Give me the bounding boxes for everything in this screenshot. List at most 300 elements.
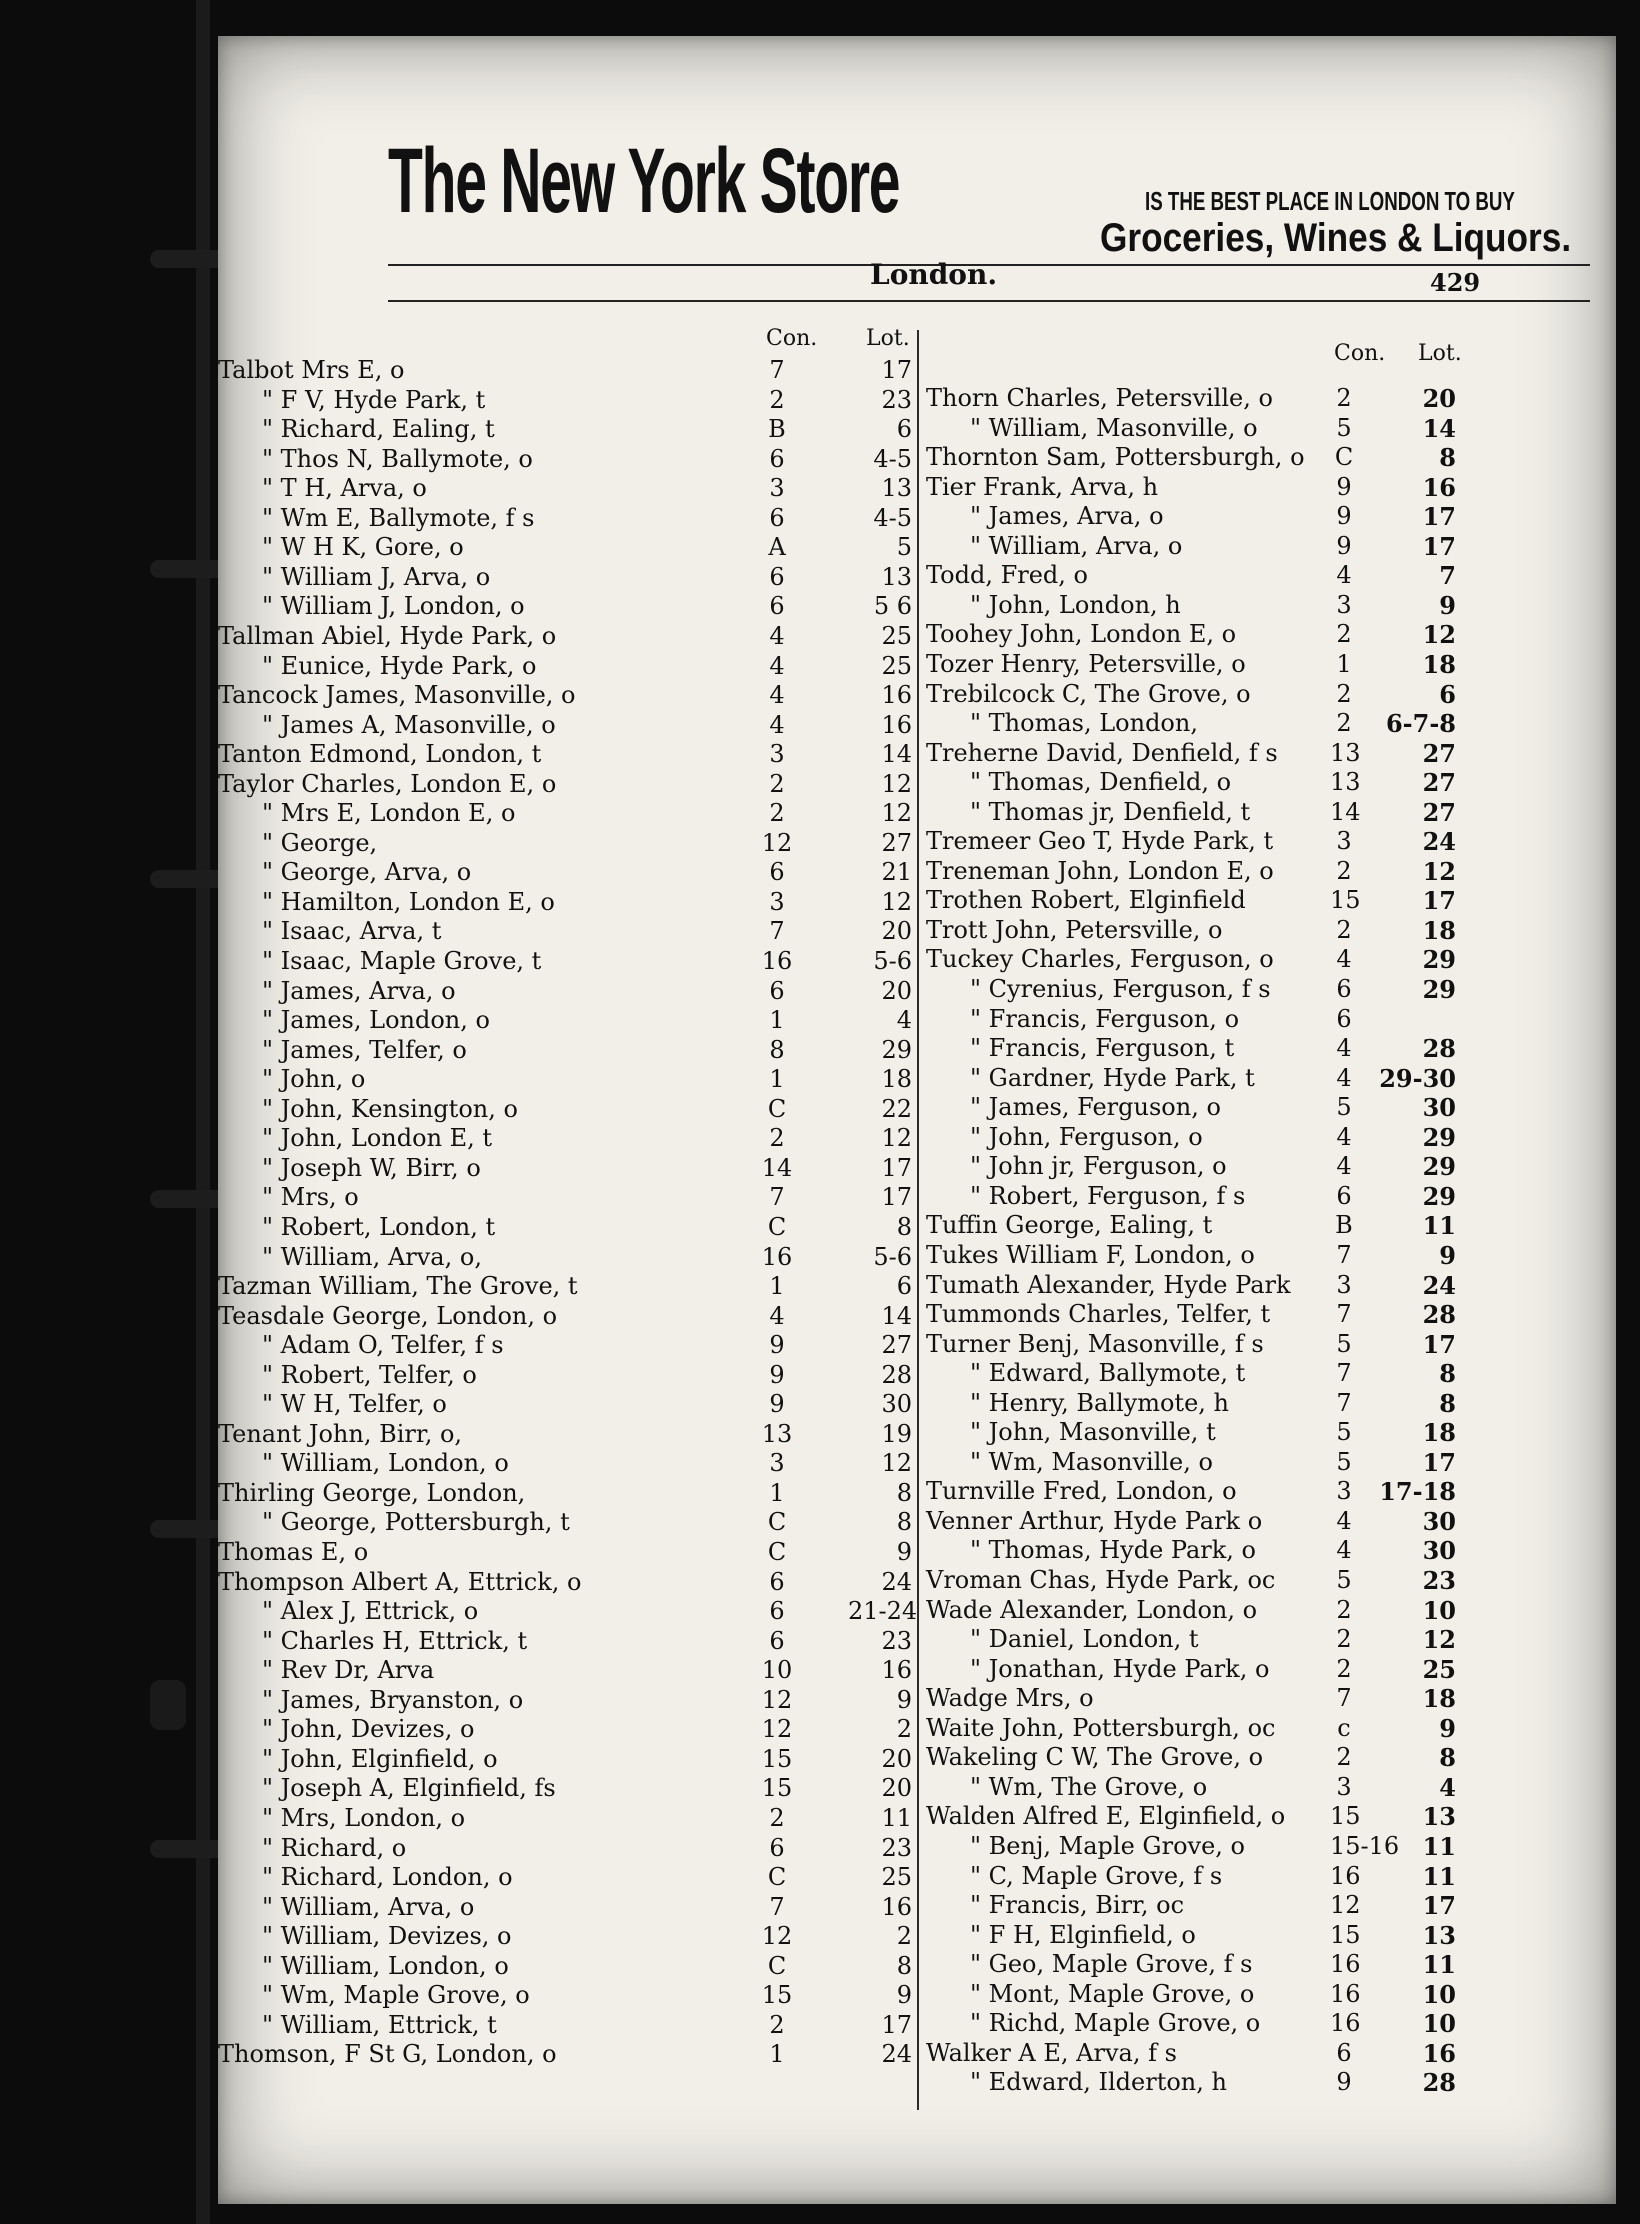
entry-name: " Eunice, Hyde Park, o	[262, 651, 537, 680]
entry-name: Tremeer Geo T, Hyde Park, t	[926, 827, 1274, 856]
entry-name: " Francis, Birr, oc	[970, 1891, 1185, 1920]
entry-concession: 2	[1336, 1625, 1352, 1654]
entry-name: " Wm, Maple Grove, o	[262, 1981, 530, 2010]
entry-lot: 27	[1422, 768, 1456, 798]
entry-concession: 7	[769, 1892, 785, 1921]
directory-entry	[218, 1625, 1616, 1654]
directory-entry	[218, 2009, 1616, 2038]
directory-entry	[218, 1802, 1616, 1831]
entry-concession: 12	[1330, 1891, 1361, 1920]
entry-concession: 14	[761, 1153, 793, 1182]
entry-concession: 6	[769, 503, 785, 532]
running-head: London.	[870, 258, 998, 291]
entry-lot: 18	[881, 1065, 912, 1094]
entry-name: Talbot Mrs E, o	[218, 356, 405, 384]
entry-name: " John, Ferguson, o	[970, 1122, 1203, 1151]
entry-lot: 27	[881, 1331, 912, 1360]
entry-name: Trothen Robert, Elginfield	[926, 886, 1246, 915]
entry-concession: 4	[1336, 1063, 1352, 1092]
entry-lot: 29	[1422, 1122, 1456, 1152]
directory-entry	[218, 1743, 1616, 1772]
entry-name: Vroman Chas, Hyde Park, oc	[926, 1566, 1276, 1594]
entry-concession: 5	[1336, 1329, 1352, 1358]
entry-lot: 6-7-8	[1385, 709, 1456, 739]
entry-lot: 11	[1422, 1211, 1456, 1241]
entry-lot: 17	[1422, 502, 1456, 532]
entry-concession: 16	[1330, 1950, 1361, 1979]
entry-lot: 11	[1422, 1831, 1456, 1861]
entry-concession: 2	[1336, 709, 1352, 738]
entry-concession: 12	[761, 1715, 793, 1744]
directory-entry	[218, 443, 1616, 472]
entry-name: Tazman William, The Grove, t	[218, 1272, 578, 1301]
entry-name: " William, Devizes, o	[262, 1922, 512, 1951]
entry-lot: 17-18	[1379, 1477, 1456, 1507]
entry-concession: 6	[769, 562, 785, 591]
entry-concession: 9	[769, 1331, 785, 1360]
entry-name: " John jr, Ferguson, o	[970, 1152, 1227, 1181]
entry-lot: 18	[1422, 649, 1456, 679]
entry-concession: 7	[769, 1183, 785, 1212]
entry-lot: 24	[1422, 1270, 1456, 1300]
entry-lot: 13	[1422, 1920, 1456, 1950]
entry-concession: 9	[1336, 502, 1352, 531]
entry-name: Turnville Fred, London, o	[926, 1477, 1237, 1506]
entry-concession: 1	[769, 1272, 785, 1301]
entry-lot: 14	[1422, 413, 1456, 443]
entry-lot: 20	[881, 1774, 912, 1803]
directory-entry	[218, 975, 1616, 1004]
directory-entry	[218, 1418, 1616, 1447]
entry-concession: 4	[769, 710, 785, 739]
directory-entry	[218, 1566, 1616, 1595]
entry-name: " Alex J, Ettrick, o	[262, 1597, 479, 1626]
entry-lot: 17	[1422, 531, 1456, 561]
entry-lot: 20	[881, 917, 912, 946]
entry-lot: 9	[1439, 1713, 1456, 1743]
entry-name: " W H, Telfer, o	[262, 1390, 447, 1419]
entry-concession: 16	[761, 1242, 793, 1271]
entry-lot: 6	[896, 415, 912, 444]
entry-concession: 3	[1336, 1477, 1352, 1506]
entry-name: " T H, Arva, o	[262, 474, 427, 503]
entry-lot: 16	[1422, 472, 1456, 502]
entry-name: " Francis, Ferguson, t	[970, 1034, 1235, 1063]
entry-lot: 29	[1422, 975, 1456, 1004]
entry-name: " James, Ferguson, o	[970, 1093, 1221, 1122]
entry-lot: 30	[1422, 1506, 1456, 1536]
entry-concession: 4	[1336, 1506, 1352, 1535]
entry-lot: 18	[1422, 1418, 1456, 1448]
entry-lot: 8	[1439, 1359, 1456, 1389]
entry-lot: 24	[1422, 827, 1456, 857]
entry-lot: 23	[881, 385, 912, 414]
entry-concession: 15	[761, 1744, 793, 1773]
entry-lot: 17	[1422, 1329, 1456, 1359]
entry-lot: 10	[1422, 1595, 1456, 1625]
directory-entry	[218, 1477, 1616, 1506]
entry-name: " John, Elginfield, o	[262, 1744, 498, 1773]
directory-entry	[218, 1241, 1616, 1270]
entry-lot: 5 6	[873, 592, 912, 621]
entry-concession: 4	[1336, 1536, 1352, 1565]
entry-name: Walden Alfred E, Elginfield, o	[926, 1802, 1286, 1831]
entry-name: Trebilcock C, The Grove, o	[926, 679, 1251, 708]
entry-name: Tumath Alexander, Hyde Park	[926, 1270, 1291, 1299]
entry-name: " F V, Hyde Park, t	[262, 385, 486, 414]
entry-lot: 13	[881, 562, 912, 591]
entry-name: Treherne David, Denfield, f s	[926, 738, 1278, 767]
directory-entry	[218, 356, 1616, 385]
entry-lot: 23	[881, 1833, 912, 1862]
entry-lot: 24	[881, 1567, 912, 1596]
entry-name: " John, London, h	[970, 590, 1181, 619]
entry-name: Thomson, F St G, London, o	[218, 2040, 557, 2069]
entry-name: Thomas E, o	[218, 1538, 369, 1566]
entry-name: " George, Pottersburgh, t	[262, 1508, 570, 1537]
entry-concession: C	[767, 1538, 787, 1566]
directory-entry	[218, 798, 1616, 827]
entry-concession: C	[767, 1951, 787, 1980]
entry-name: " Mrs E, London E, o	[262, 799, 516, 828]
entry-concession: 12	[761, 828, 793, 857]
entry-lot: 27	[1422, 797, 1456, 827]
entry-lot: 12	[1422, 856, 1456, 886]
entry-name: " Daniel, London, t	[970, 1625, 1199, 1654]
entry-name: " Robert, Ferguson, f s	[970, 1181, 1246, 1210]
entry-lot: 25	[881, 651, 912, 680]
entry-concession: 5	[1336, 1566, 1352, 1594]
entry-lot: 9	[1439, 590, 1456, 620]
entry-name: " Thomas, London,	[970, 709, 1198, 738]
entry-concession: A	[768, 533, 786, 562]
entry-lot: 25	[881, 621, 912, 650]
entry-name: " John, Devizes, o	[262, 1715, 475, 1744]
entry-name: " Richard, London, o	[262, 1863, 513, 1892]
entry-concession: 6	[769, 592, 785, 621]
entry-concession: 15	[1330, 1920, 1361, 1949]
entry-lot: 29	[1422, 1152, 1456, 1182]
entry-concession: 14	[1330, 797, 1361, 826]
entry-concession: 2	[1336, 620, 1352, 649]
entry-concession: 7	[769, 917, 785, 946]
entry-name: " Edward, Ilderton, h	[970, 2068, 1227, 2097]
entry-lot: 10	[1422, 1979, 1456, 2009]
entry-concession: 15	[761, 1981, 793, 2010]
entry-concession: 6	[769, 1597, 785, 1626]
entry-name: " W H K, Gore, o	[262, 533, 464, 562]
directory-entry	[218, 650, 1616, 679]
entry-lot: 17	[1422, 1891, 1456, 1921]
entry-concession: 2	[769, 2010, 785, 2039]
entry-concession: C	[767, 1863, 787, 1892]
directory-entry	[218, 1034, 1616, 1063]
entry-lot: 20	[881, 1744, 912, 1773]
entry-name: " Mont, Maple Grove, o	[970, 1979, 1255, 2008]
entry-concession: 3	[1336, 1270, 1352, 1299]
entry-name: " Henry, Ballymote, h	[970, 1388, 1229, 1417]
entry-concession: 6	[1336, 1181, 1352, 1210]
entry-name: " Charles H, Ettrick, t	[262, 1626, 528, 1655]
entry-lot: 14	[881, 1301, 912, 1330]
entry-lot: 13	[1422, 1802, 1456, 1832]
directory-entry	[218, 1596, 1616, 1625]
entry-concession: c	[1337, 1713, 1351, 1742]
entry-name: Tanton Edmond, London, t	[218, 740, 542, 769]
header-rule	[388, 300, 1590, 302]
entry-concession: 9	[1336, 531, 1352, 560]
entry-concession: 7	[1336, 1240, 1352, 1269]
directory-entry	[218, 1891, 1616, 1920]
entry-lot: 17	[1422, 1447, 1456, 1477]
directory-entry	[218, 916, 1616, 945]
entry-name: " Robert, Telfer, o	[262, 1360, 477, 1389]
entry-concession: 7	[1336, 1684, 1352, 1713]
entry-name: Todd, Fred, o	[926, 561, 1088, 590]
directory-entry	[218, 739, 1616, 768]
entry-lot: 20	[1422, 384, 1456, 413]
entry-lot: 17	[881, 2010, 912, 2039]
entry-concession: 3	[1336, 590, 1352, 619]
entry-name: " Francis, Ferguson, o	[970, 1004, 1240, 1033]
entry-concession: 6	[769, 444, 785, 473]
entry-name: " Thomas, Denfield, o	[970, 768, 1232, 797]
entry-concession: 2	[769, 799, 785, 828]
entry-name: " Wm, The Grove, o	[970, 1772, 1208, 1801]
entry-lot: 12	[1422, 1625, 1456, 1655]
entry-name: " Cyrenius, Ferguson, f s	[970, 975, 1271, 1003]
entry-lot: 9	[896, 1981, 912, 2010]
entry-lot: 10	[1422, 2009, 1456, 2039]
entry-name: " Richard, Ealing, t	[262, 415, 495, 444]
entry-name: " James, Arva, o	[970, 502, 1164, 531]
entry-name: Wade Alexander, London, o	[926, 1595, 1258, 1624]
directory-entry	[218, 1211, 1616, 1240]
entry-concession: 2	[1336, 856, 1352, 885]
entry-concession: 9	[1336, 472, 1352, 501]
entry-concession: 15-16	[1330, 1831, 1400, 1860]
binding-clip	[150, 1680, 186, 1730]
entry-concession: 9	[769, 1360, 785, 1389]
entry-concession: 5	[1336, 1418, 1352, 1447]
entry-name: " William, London, o	[262, 1449, 509, 1478]
entry-name: Thompson Albert A, Ettrick, o	[218, 1567, 582, 1596]
entry-lot: 23	[1422, 1566, 1456, 1595]
entry-concession: 16	[761, 947, 793, 975]
entry-name: " James, Arva, o	[262, 976, 456, 1005]
entry-lot: 29	[1422, 945, 1456, 975]
entry-concession: 5	[1336, 1447, 1352, 1476]
entry-name: " Benj, Maple Grove, o	[970, 1831, 1245, 1860]
directory-entry	[218, 1300, 1616, 1329]
entry-lot: 6	[896, 1272, 912, 1301]
entry-name: " C, Maple Grove, f s	[970, 1861, 1223, 1890]
entry-name: Waite John, Pottersburgh, oc	[926, 1713, 1276, 1742]
entry-name: " Gardner, Hyde Park, t	[970, 1063, 1255, 1092]
entry-concession: 16	[1330, 1979, 1361, 2008]
entry-name: Tukes William F, London, o	[926, 1240, 1255, 1269]
entry-concession: 4	[1336, 561, 1352, 590]
entry-lot: 14	[881, 740, 912, 769]
entry-name: " Richard, o	[262, 1833, 407, 1862]
entry-concession: C	[1334, 443, 1354, 472]
entry-lot: 17	[1422, 886, 1456, 916]
directory-entry	[218, 1536, 1616, 1565]
entry-name: Teasdale George, London, o	[218, 1301, 558, 1330]
directory-entry	[218, 1773, 1616, 1802]
entry-name: " Thomas jr, Denfield, t	[970, 797, 1251, 826]
entry-concession: 2	[769, 1124, 785, 1153]
entry-name: Tallman Abiel, Hyde Park, o	[218, 621, 557, 650]
entry-lot: 21	[881, 858, 912, 887]
entry-lot: 27	[1422, 738, 1456, 768]
entry-lot: 19	[881, 1419, 912, 1448]
directory-entry	[218, 1714, 1616, 1743]
entry-concession: 9	[769, 1390, 785, 1419]
directory-entry	[218, 1448, 1616, 1477]
left-con-header: Con.	[766, 326, 818, 351]
entry-concession: B	[1335, 1211, 1353, 1240]
entry-name: Thorn Charles, Petersville, o	[926, 384, 1273, 412]
directory-entry	[218, 768, 1616, 797]
entry-name: " John, Masonville, t	[970, 1418, 1216, 1447]
entry-name: Treneman John, London E, o	[926, 856, 1274, 885]
directory-entry	[218, 1655, 1616, 1684]
entry-lot: 5-6	[873, 1242, 912, 1271]
entry-name: " William, Arva, o,	[262, 1242, 482, 1271]
entry-lot: 12	[881, 769, 912, 798]
entry-name: " James A, Masonville, o	[262, 710, 556, 739]
entry-lot: 9	[896, 1538, 912, 1566]
directory-page	[218, 36, 1616, 2204]
directory-entry	[218, 1389, 1616, 1418]
entry-name: " William, Arva, o	[262, 1892, 475, 1921]
entry-name: " Thomas, Hyde Park, o	[970, 1536, 1257, 1565]
entry-name: " William, Ettrick, t	[262, 2010, 497, 2039]
entry-concession: C	[767, 1094, 787, 1123]
entry-lot: 27	[881, 828, 912, 857]
entry-lot: 9	[1439, 1240, 1456, 1270]
entry-concession: 3	[769, 740, 785, 769]
entry-concession: 2	[1336, 1654, 1352, 1683]
directory-entry	[218, 945, 1616, 974]
directory-entry	[218, 709, 1616, 738]
entry-concession: 7	[1336, 1300, 1352, 1329]
entry-concession: 15	[761, 1774, 793, 1803]
entry-lot: 28	[1422, 2068, 1456, 2098]
right-lot-header: Lot.	[1418, 341, 1462, 366]
entry-name: " Richd, Maple Grove, o	[970, 2009, 1261, 2038]
entry-concession: 2	[1336, 1743, 1352, 1772]
directory-entry	[218, 591, 1616, 620]
entry-lot: 4	[1439, 1772, 1456, 1802]
entry-name: " James, Bryanston, o	[262, 1685, 524, 1714]
entry-concession: 3	[769, 474, 785, 503]
store-advertisement	[388, 126, 1588, 260]
advertisement-tagline: IS THE BEST PLACE IN LONDON TO BUY	[1145, 186, 1515, 216]
entry-name: " William, Arva, o	[970, 531, 1183, 560]
entry-name: " George,	[262, 828, 378, 857]
entry-name: Thirling George, London,	[218, 1478, 526, 1507]
entry-name: Toohey John, London E, o	[926, 620, 1237, 649]
entry-concession: 2	[1336, 1595, 1352, 1624]
entry-lot: 20	[881, 976, 912, 1005]
entry-name: " John, Kensington, o	[262, 1094, 518, 1123]
entry-concession: 7	[769, 356, 785, 384]
entry-concession: 13	[761, 1419, 793, 1448]
directory-entry	[218, 532, 1616, 561]
entry-lot: 12	[881, 887, 912, 916]
directory-entry	[218, 1064, 1616, 1093]
entry-concession: 4	[1336, 945, 1352, 974]
entry-name: Tuffin George, Ealing, t	[926, 1211, 1213, 1240]
entry-lot: 16	[881, 1892, 912, 1921]
entry-lot: 18	[1422, 1684, 1456, 1714]
entry-concession: 13	[1330, 768, 1361, 797]
directory-entry	[218, 1123, 1616, 1152]
entry-name: " Wm, Masonville, o	[970, 1447, 1213, 1476]
entry-name: " Isaac, Arva, t	[262, 917, 442, 946]
entry-name: " Hamilton, London E, o	[262, 887, 555, 916]
entry-name: Tuckey Charles, Ferguson, o	[926, 945, 1274, 974]
entry-name: Tier Frank, Arva, h	[926, 472, 1159, 501]
directory-entry	[218, 1684, 1616, 1713]
entry-name: " James, Telfer, o	[262, 1035, 467, 1064]
page-number: 429	[1430, 268, 1481, 297]
entry-lot: 12	[881, 1449, 912, 1478]
directory-entry	[218, 680, 1616, 709]
entry-lot: 30	[1422, 1536, 1456, 1566]
entry-lot: 17	[881, 356, 912, 384]
entry-lot: 11	[1422, 1950, 1456, 1980]
entry-concession: 4	[769, 651, 785, 680]
directory-entry	[218, 1832, 1616, 1861]
directory-entry	[218, 886, 1616, 915]
entry-lot: 8	[896, 1478, 912, 1507]
entry-concession: 2	[1336, 915, 1352, 944]
directory-entry	[218, 1862, 1616, 1891]
entry-concession: 2	[769, 769, 785, 798]
entry-lot: 16	[881, 1656, 912, 1685]
entry-concession: 8	[769, 1035, 785, 1064]
entry-name: Thornton Sam, Pottersburgh, o	[926, 443, 1305, 472]
directory-entry	[218, 2039, 1616, 2068]
entry-name: " Rev Dr, Arva	[262, 1656, 435, 1685]
entry-name: Walker A E, Arva, f s	[926, 2038, 1177, 2067]
entry-name: " Geo, Maple Grove, f s	[970, 1950, 1253, 1979]
entry-concession: 6	[1336, 2038, 1352, 2067]
entry-concession: 6	[1336, 1004, 1352, 1033]
entry-concession: 1	[769, 1065, 785, 1094]
entry-lot: 12	[1422, 620, 1456, 650]
entry-lot: 11	[1422, 1861, 1456, 1891]
entry-concession: 15	[1330, 886, 1361, 915]
entry-concession: C	[767, 1212, 787, 1241]
entry-lot: 29-30	[1379, 1063, 1456, 1093]
directory-entry	[218, 384, 1616, 413]
entry-concession: 4	[769, 621, 785, 650]
entry-lot: 25	[881, 1863, 912, 1892]
directory-entry	[218, 1507, 1616, 1536]
directory-entry	[218, 1359, 1616, 1388]
entry-concession: C	[767, 1508, 787, 1537]
entry-lot: 11	[881, 1803, 912, 1832]
entry-lot: 6	[1439, 679, 1456, 709]
entry-concession: 3	[1336, 827, 1352, 856]
directory-entry	[218, 1182, 1616, 1211]
directory-entry	[218, 1980, 1616, 2009]
entry-lot: 2	[896, 1922, 912, 1951]
